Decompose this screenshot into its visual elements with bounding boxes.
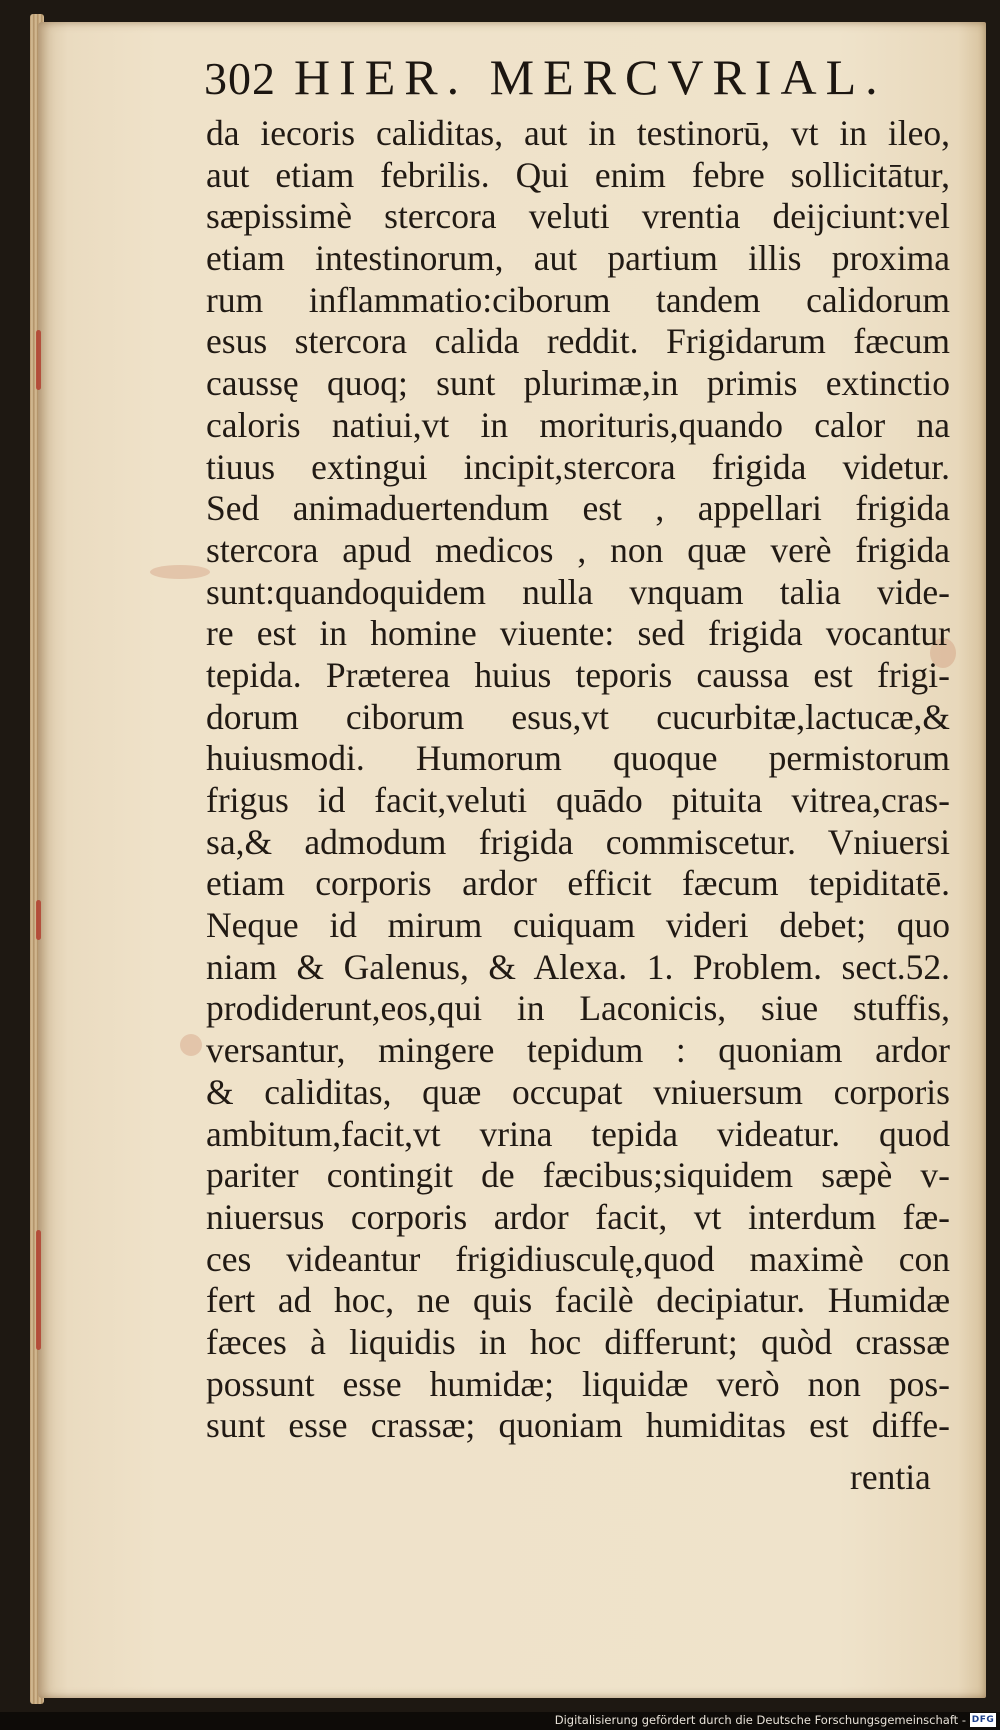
paper-fiber-mark (36, 900, 41, 940)
paper-fiber-mark (36, 330, 41, 390)
text-line: da iecoris caliditas, aut in testinorū, vt in ileo, (206, 113, 950, 153)
text-line: & caliditas, quæ occupat vniuersum corporis (206, 1071, 950, 1112)
text-line: dorum ciborum esus,vt cucurbitæ,lactucæ,& (206, 696, 950, 737)
text-line: etiam corporis ardor efficit fæcum tepiditatē. (206, 863, 950, 904)
text-line: huiusmodi. Humorum quoque permistorum (206, 738, 950, 779)
text-line: pariter contingit de fæcibus;siquidem sæpè v- (206, 1155, 950, 1196)
page-number: 302 (204, 53, 276, 104)
running-head-title: HIER. MERCVRIAL. (294, 49, 887, 105)
text-line: sunt esse crassæ; quoniam humiditas est diffe- (206, 1405, 950, 1446)
text-line: etiam intestinorum, aut partium illis proxima (206, 238, 950, 279)
text-line: Neque id mirum cuiquam videri debet; quo (206, 905, 950, 946)
text-line: prodiderunt,eos,qui in Laconicis, siue stuffis, (206, 988, 950, 1029)
text-line: versantur, mingere tepidum : quoniam ardor (206, 1030, 950, 1071)
text-line: sa,& admodum frigida commiscetur. Vniuersi (206, 821, 950, 862)
paper-fiber-mark (36, 1230, 41, 1350)
running-head (204, 48, 924, 112)
digitization-credit: Digitalisierung gefördert durch die Deutsche Forschungsgemeinschaft - (554, 1713, 966, 1727)
text-line: niuersus corporis ardor facit, vt interdum fæ- (206, 1196, 950, 1237)
text-line: tiuus extingui incipit,stercora frigida videtur. (206, 446, 950, 487)
text-line: niam & Galenus, & Alexa. 1. Problem. sect.52. (206, 946, 950, 987)
text-line: re est in homine viuente: sed frigida vocantur (206, 613, 950, 654)
text-line: caussę quoq; sunt plurimæ,in primis extinctio (206, 363, 950, 404)
text-line: caloris natiui,vt in morituris,quando calor na (206, 404, 950, 445)
text-line: tepida. Præterea huius teporis caussa est frigi- (206, 654, 950, 695)
text-line: ambitum,facit,vt vrina tepida videatur. quod (206, 1113, 950, 1154)
text-line: Sed animaduertendum est , appellari frigida (206, 488, 950, 529)
text-line: frigus id facit,veluti quādo pituita vitrea,cras- (206, 780, 950, 820)
text-line: fæces à liquidis in hoc differunt; quòd crassæ (206, 1321, 950, 1362)
body-text (206, 113, 950, 1447)
text-line: rum inflammatio:ciborum tandem calidorum (206, 279, 950, 320)
text-line: aut etiam febrilis. Qui enim febre sollicitātur, (206, 154, 950, 195)
text-line: stercora apud medicos , non quæ verè frigida (206, 529, 950, 570)
text-line: fert ad hoc, ne quis facilè decipiatur. Humidæ (206, 1280, 950, 1321)
catchword: rentia (850, 1457, 931, 1497)
text-line: possunt esse humidæ; liquidæ verò non pos- (206, 1363, 950, 1404)
text-line: sunt:quandoquidem nulla vnquam talia vide- (206, 571, 950, 612)
paper-stain (150, 565, 210, 579)
text-line: ces videantur frigidiusculę,quod maximè con (206, 1238, 950, 1279)
text-line: sæpissimè stercora veluti vrentia deijciunt:vel (206, 196, 950, 237)
paper-stain (180, 1034, 202, 1056)
text-line: esus stercora calida reddit. Frigidarum fæcum (206, 321, 950, 362)
dfg-logo: DFG (971, 1715, 995, 1725)
